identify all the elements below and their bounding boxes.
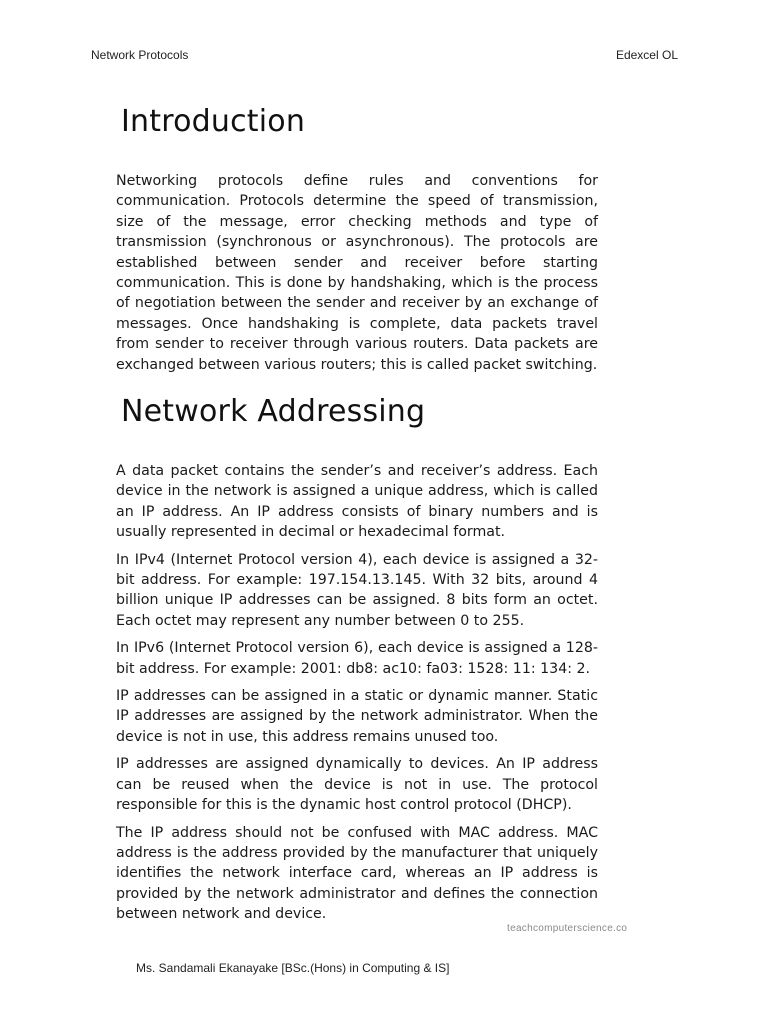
- running-header-course: Edexcel OL: [615, 48, 678, 62]
- paragraph: In IPv6 (Internet Protocol version 6), each device is assigned a 128-bit address. For example: 2001: db8: ac10: fa03: 1528: 11: 134: 2.: [116, 640, 598, 677]
- paragraph: In IPv4 (Internet Protocol version 4), each device is assigned a 32-bit address. For example: 197.154.13.145. With 32 bits, around 4 billion unique IP addresses can be assigned. 8 bits form an octet. Each octet may represent any number between 0 to 255.: [116, 551, 598, 629]
- section-heading-network-addressing: Network Addressing: [121, 394, 426, 429]
- paragraph: Networking protocols define rules and conventions for communication. Protocols determine the speed of transmission, size of the message, error checking methods and type of transmission (synchronous or asynchronous). The protocols are established between sender and receiver before starting communication. This is done by handshaking, which is the process of negotiation between the sender and receiver by an exchange of messages. Once handshaking is complete, data packets travel from sender to receiver through various routers. Data packets are exchanged between various routers; this is called packet switching.: [116, 173, 598, 373]
- paragraph: IP addresses are assigned dynamically to devices. An IP address can be reused when the device is not in use. The protocol responsible for this is the dynamic host control protocol (DHCP).: [116, 756, 598, 814]
- paragraph: The IP address should not be confused with MAC address. MAC address is the address provided by the manufacturer that uniquely identifies the network interface card, whereas an IP address is provided by the network administrator and defines the connection between network and device.: [116, 824, 598, 923]
- page-footer-author: Ms. Sandamali Ekanayake [BSc.(Hons) in Computing & IS]: [136, 961, 450, 975]
- running-header-title: Network Protocols: [91, 48, 189, 62]
- introduction-body: [116, 171, 598, 375]
- section-heading-introduction: Introduction: [121, 104, 306, 139]
- watermark-text: teachcomputerscience.co: [507, 923, 628, 934]
- network-addressing-body: [116, 461, 598, 925]
- paragraph: IP addresses can be assigned in a static or dynamic manner. Static IP addresses are assigned by the network administrator. When the device is not in use, this address remains unused too.: [116, 688, 598, 745]
- paragraph: A data packet contains the sender’s and receiver’s address. Each device in the network is assigned a unique address, which is called an IP address. An IP address consists of binary numbers and is usually represented in decimal or hexadecimal format.: [116, 463, 598, 541]
